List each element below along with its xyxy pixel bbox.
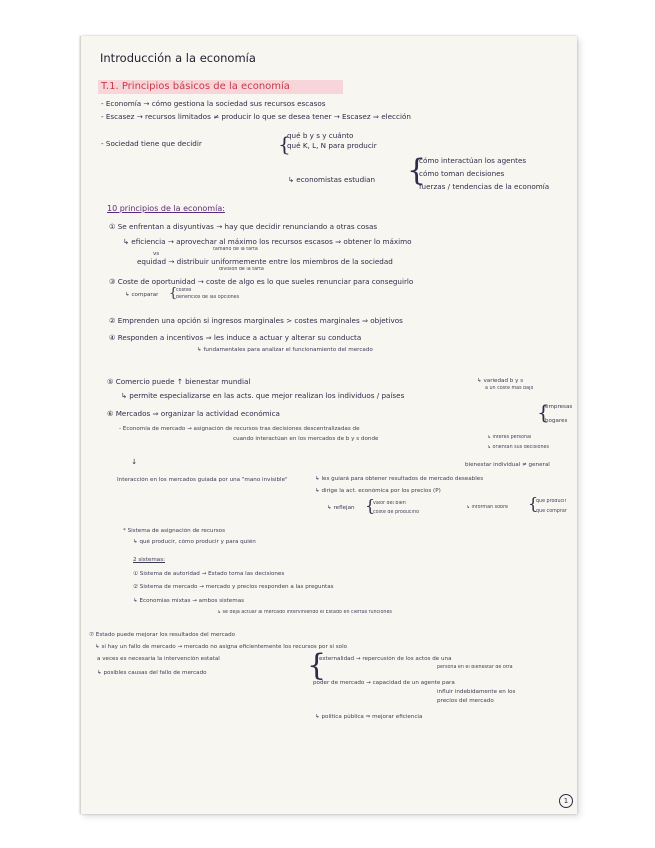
note-mixtas-sub: ↳ se deja actuar al mercado interviniendo el Estado en ciertas funciones xyxy=(217,610,392,615)
principle-5: ⑤ Comercio puede ↑ bienestar mundial xyxy=(107,378,251,386)
note-comparar: ↳ comparar xyxy=(125,292,159,298)
note-reflejan: ↳ reflejan xyxy=(327,505,355,511)
note-escasez: - Escasez → recursos limitados ≠ producir lo que se desea tener → Escasez ⇒ elección xyxy=(101,113,411,121)
note-fallo: ↳ si hay un fallo de mercado → mercado no asigna eficientemente los recursos por sí solo xyxy=(95,644,348,650)
brace: { xyxy=(278,132,291,156)
note-empresas: empresas xyxy=(545,404,573,410)
arrow-down: ↓ xyxy=(131,458,138,466)
note-decide-1: qué b y s y cuánto xyxy=(287,132,354,140)
note-coste-produccion: coste de producirlo xyxy=(373,510,420,515)
note-bienestar: bienestar individual ≠ general xyxy=(465,462,550,468)
notebook-page xyxy=(80,36,577,814)
note-dos-sistemas: 2 sistemas: xyxy=(133,557,166,563)
note-mano-invisible: Interacción en los mercados guiada por una "mano invisible" xyxy=(117,477,288,483)
note-sistema-1: ① Sistema de autoridad → Estado toma las decisiones xyxy=(133,571,285,577)
note-informan: ↳ informan sobre xyxy=(466,505,508,510)
page-title: Introducción a la economía xyxy=(100,52,256,65)
brace: { xyxy=(307,648,327,683)
note-sistema: * Sistema de asignación de recursos xyxy=(123,528,226,534)
note-interes: ↳ interés personal xyxy=(487,435,532,440)
note-costes: costes xyxy=(176,288,192,293)
note-causas: ↳ posibles causas del fallo de mercado xyxy=(97,670,207,676)
note-mixtas: ↳ Economías mixtas → ambos sistemas xyxy=(133,598,245,604)
note-externalidad-2: persona en el bienestar de otra xyxy=(437,665,513,670)
note-economistas: ↳ economistas estudian xyxy=(288,176,376,184)
note-eficiencia: ↳ eficiencia → aprovechar al máximo los recursos escasos ⇒ obtener lo máximo xyxy=(123,238,412,246)
note-hogares: hogares xyxy=(545,418,568,424)
note-sociedad: - Sociedad tiene que decidir xyxy=(101,140,202,148)
note-eficiencia-aside: tamaño de la tarta xyxy=(213,247,258,252)
note-que-producir: qué producir xyxy=(536,499,567,504)
note-interactuan: cuando interactúan en los mercados de b y s donde xyxy=(233,436,379,442)
principle-1: ① Se enfrentan a disyuntivas → hay que decidir renunciando a otras cosas xyxy=(109,223,378,231)
note-mano-2: ↳ dirige la act. económica por los precios (P) xyxy=(315,488,441,494)
principle-6: ⑥ Mercados ⇒ organizar la actividad económica xyxy=(107,410,280,418)
note-estudian-3: fuerzas / tendencias de la economía xyxy=(419,183,550,191)
note-que-comprar: qué comprar xyxy=(536,509,567,514)
brace: { xyxy=(365,496,376,515)
principle-7: ⑦ Estado puede mejorar los resultados del mercado xyxy=(89,632,236,638)
note-orientan: ↳ orientan sus decisiones xyxy=(487,445,549,450)
brace: { xyxy=(537,400,550,424)
note-sistema-2: ② Sistema de mercado → mercado y precios responden a las preguntas xyxy=(133,584,334,590)
note-vs: vs xyxy=(153,251,160,257)
note-mano-1: ↳ les guiará para obtener resultados de mercado deseables xyxy=(315,476,484,482)
note-incentivos: ↳ fundamentales para analizar el funcionamiento del mercado xyxy=(197,347,373,353)
note-especializarse: ↳ permite especializarse en las acts. que mejor realizan los individuos / países xyxy=(121,392,405,400)
note-coste-bajo: a un coste más bajo xyxy=(485,386,534,391)
note-valor-bien: valor del bien xyxy=(373,501,406,506)
note-economia-mercado: - Economía de mercado → asignación de recursos tras decisiones descentralizadas de xyxy=(119,426,360,432)
note-economia: - Economía → cómo gestiona la sociedad sus recursos escasos xyxy=(101,100,326,108)
note-equidad-aside: división de la tarta xyxy=(219,267,264,272)
note-externalidad: externalidad → repercusión de los actos de una xyxy=(319,656,452,662)
principle-4: ④ Responden a incentivos ⇒ les induce a actuar y alterar su conducta xyxy=(109,334,362,342)
note-equidad: equidad → distribuir uniformemente entre los miembros de la sociedad xyxy=(137,258,393,266)
brace: { xyxy=(528,494,539,513)
note-estudian-1: cómo interactúan los agentes xyxy=(419,157,527,165)
principle-3: ③ Coste de oportunidad → coste de algo es lo que sueles renunciar para conseguirlo xyxy=(109,278,414,286)
brace: { xyxy=(407,153,427,188)
principios-heading: 10 principios de la economía: xyxy=(107,204,225,213)
page-number: 1 xyxy=(559,794,573,808)
note-politica: ↳ política pública ⇒ mejorar eficiencia xyxy=(315,714,423,720)
principle-2: ② Emprenden una opción si ingresos marginales > costes marginales ⇒ objetivos xyxy=(109,317,403,325)
note-estudian-2: cómo toman decisiones xyxy=(419,170,505,178)
note-intervencion: a veces es necesaria la intervención estatal xyxy=(97,656,220,662)
note-poder-mercado: poder de mercado → capacidad de un agente para xyxy=(313,680,455,686)
note-variedad: ↳ variedad b y s xyxy=(477,378,524,384)
note-sistema-sub: ↳ qué producir, cómo producir y para quién xyxy=(133,539,256,545)
note-beneficios: beneficios de las opciones xyxy=(176,295,240,300)
topic-heading: T.1. Principios básicos de la economía xyxy=(101,81,290,92)
note-poder-2: influir indebidamente en los xyxy=(437,689,516,695)
note-poder-3: precios del mercado xyxy=(437,698,494,704)
note-decide-2: qué K, L, N para producir xyxy=(287,142,377,150)
brace: { xyxy=(169,286,178,301)
